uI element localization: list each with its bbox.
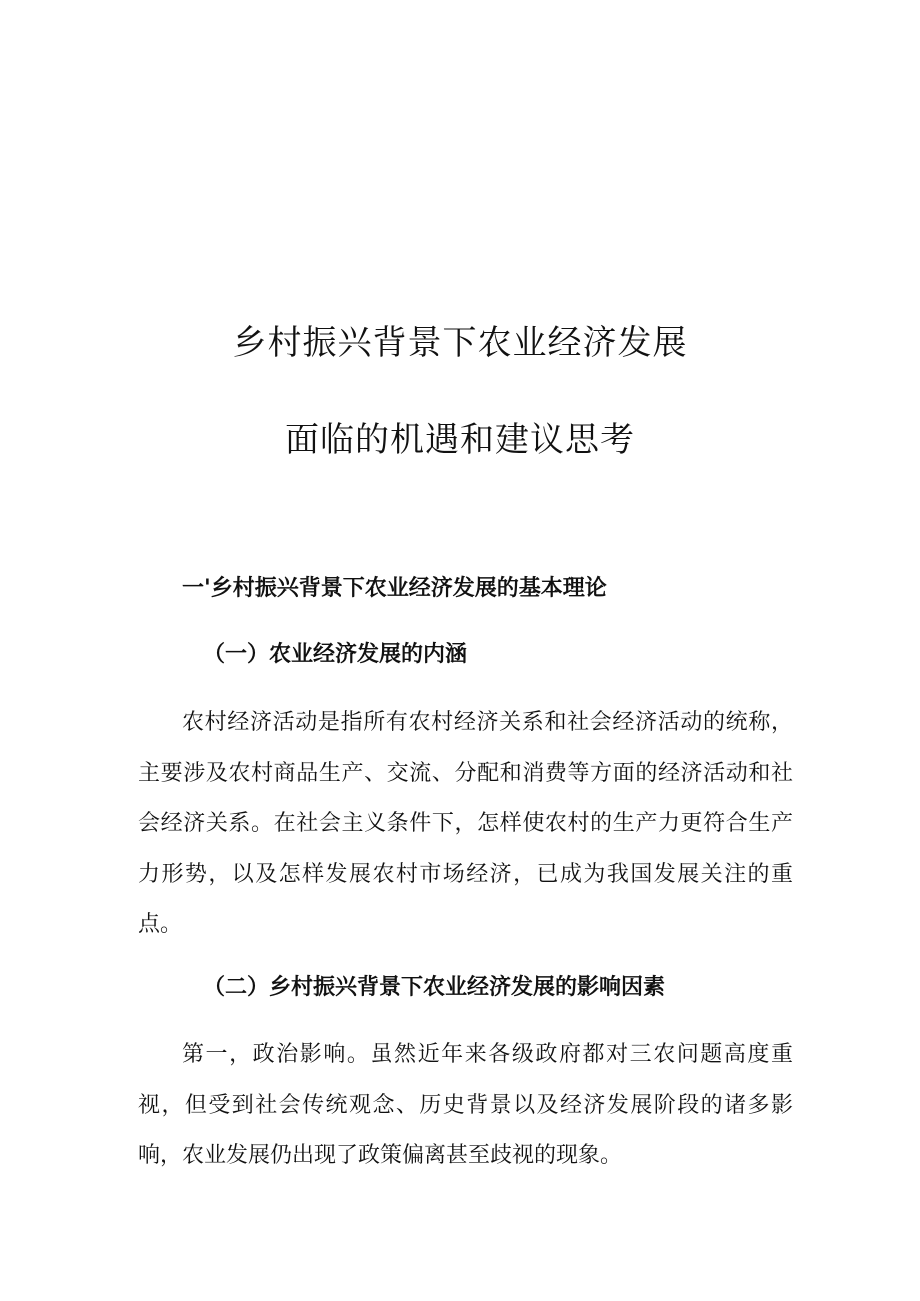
subsection-heading-2: （二）乡村振兴背景下农业经济发展的影响因素	[203, 974, 666, 1000]
body-paragraph-1: 农村经济活动是指所有农村经济关系和社会经济活动的统称，主要涉及农村商品生产、交流、分配和消费等方面的经济活动和社会经济关系。在社会主义条件下，怎样使农村的生产力更符合生产力形势，以及怎样发展农村市场经济，已成为我国发展关注的重点。	[138, 710, 793, 937]
subsection-heading-1: （一）农业经济发展的内涵	[203, 641, 468, 667]
section-heading-1: 一'乡村振兴背景下农业经济发展的基本理论	[182, 576, 607, 601]
body-paragraph-2: 第一，政治影响。虽然近年来各级政府都对三农问题高度重视，但受到社会传统观念、历史背景以及经济发展阶段的诸多影响，农业发展仍出现了政策偏离甚至歧视的现象。	[138, 1042, 793, 1168]
document-title-line-1: 乡村振兴背景下农业经济发展	[232, 323, 688, 363]
document-title-line-2: 面临的机遇和建议思考	[285, 420, 635, 460]
